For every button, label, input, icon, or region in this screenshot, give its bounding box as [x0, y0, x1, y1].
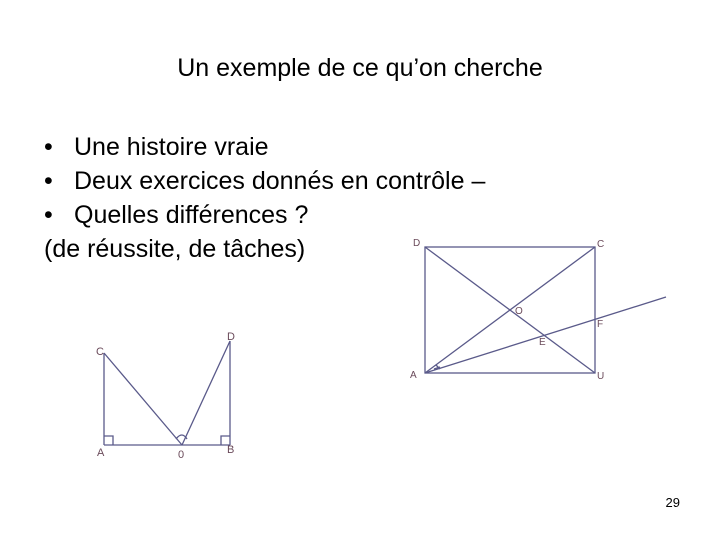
label-a: A: [97, 447, 105, 459]
bullet-symbol: •: [44, 167, 53, 195]
label-e: E: [539, 337, 546, 348]
label-a: A: [410, 370, 417, 381]
label-u: U: [597, 371, 605, 382]
right-angle-a: [104, 436, 113, 445]
segment-d0: [182, 341, 230, 445]
bullet-item: [44, 130, 485, 164]
page-number: 29: [665, 495, 680, 510]
segment-c0: [104, 353, 182, 445]
label-c: C: [597, 239, 605, 250]
bullet-text: Deux exercices donnés en contrôle –: [74, 167, 486, 195]
bullet-symbol: •: [44, 133, 53, 161]
left-geometry-figure: [90, 325, 250, 460]
bullet-item: [44, 198, 485, 232]
line-a-e-f: [425, 297, 666, 373]
label-0: 0: [178, 449, 185, 460]
label-b: B: [227, 444, 235, 456]
bullet-text: Une histoire vraie: [74, 133, 269, 161]
note-line: (de réussite, de tâches): [44, 235, 306, 263]
label-o: O: [515, 306, 523, 317]
right-geometry-figure: [404, 233, 669, 393]
slide-title: Un exemple de ce qu’on cherche: [177, 54, 543, 82]
label-d: D: [227, 331, 235, 343]
label-c: C: [96, 346, 104, 358]
bullet-symbol: •: [44, 201, 53, 229]
bullet-item: [44, 164, 485, 198]
bullet-text: Quelles différences ?: [74, 201, 309, 229]
label-d: D: [413, 238, 421, 249]
label-f: F: [597, 319, 604, 330]
